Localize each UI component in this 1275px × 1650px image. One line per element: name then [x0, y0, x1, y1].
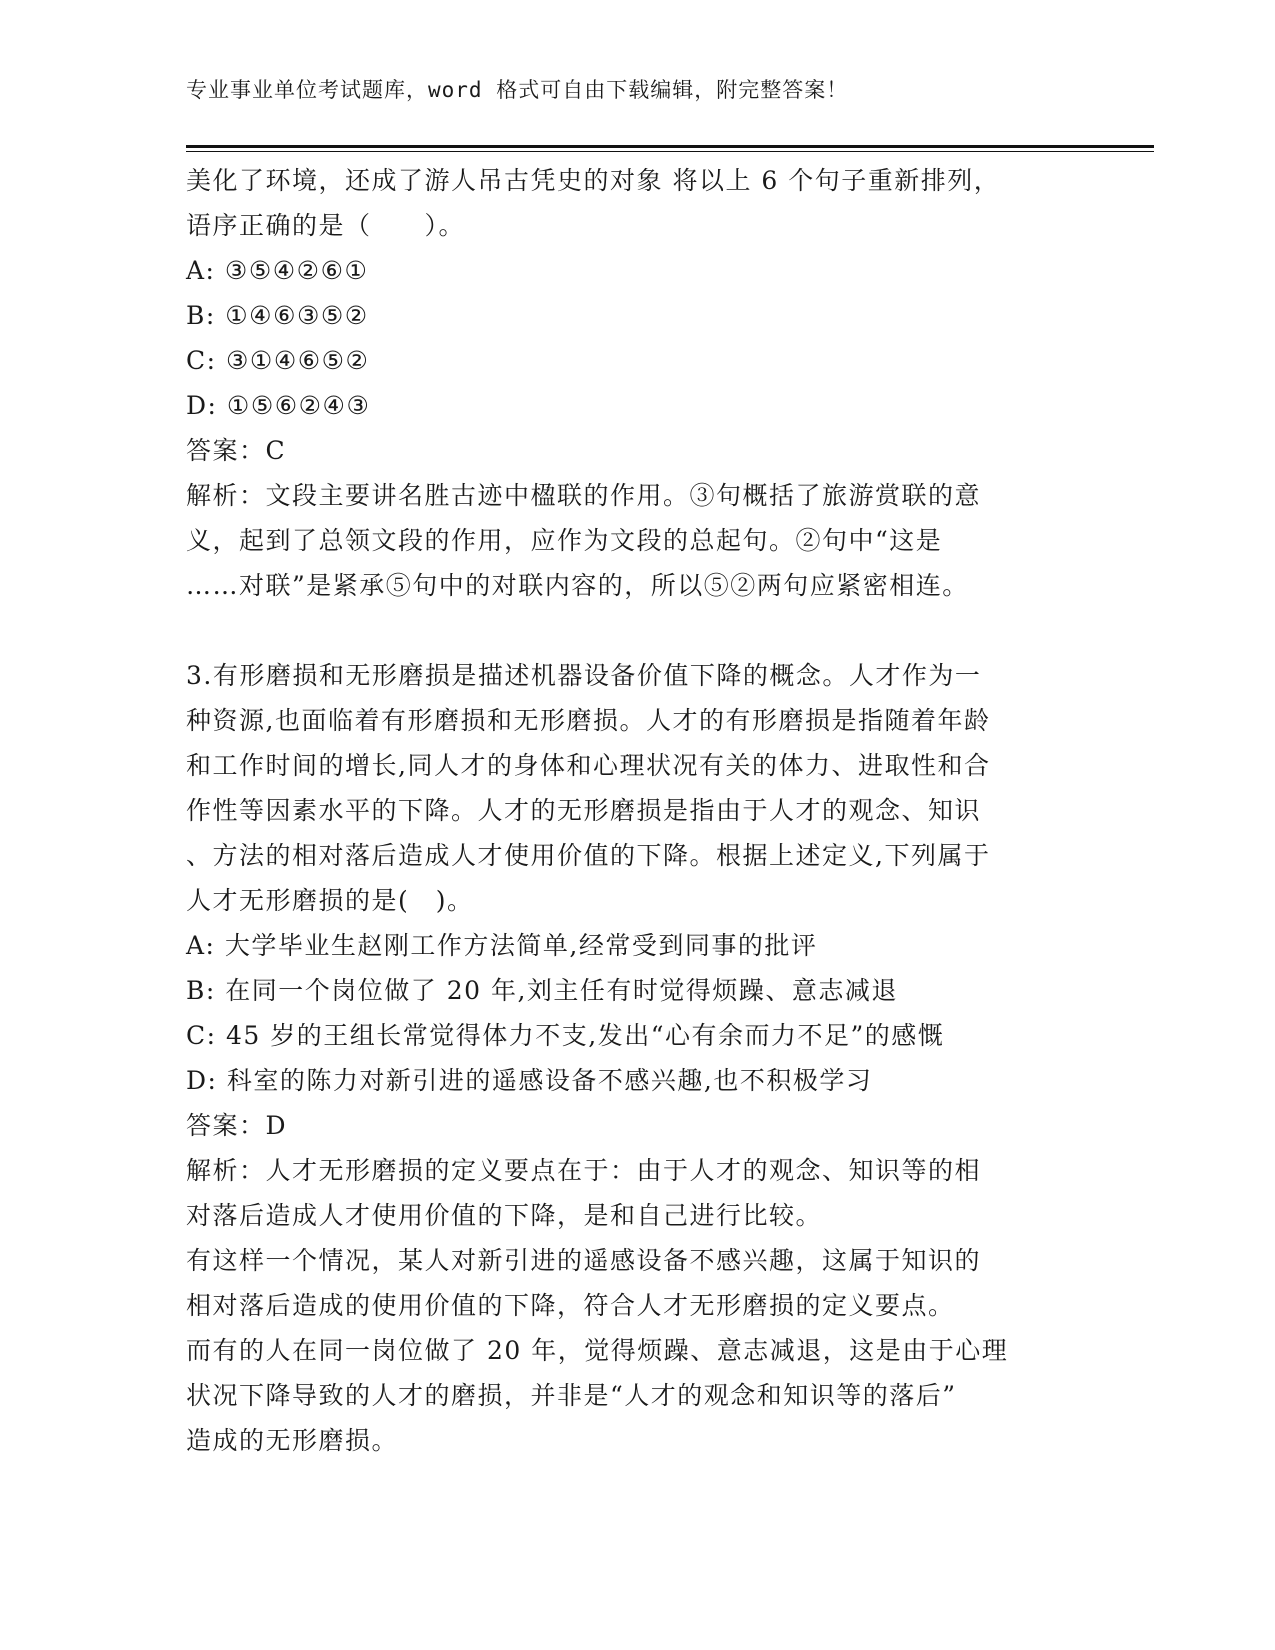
analysis-line: 造成的无形磨损。: [186, 1426, 399, 1455]
analysis-line: 对落后造成人才使用价值的下降，是和自己进行比较。: [186, 1201, 823, 1230]
answer-line: [186, 1103, 1086, 1148]
option-c: C: 45 岁的王组长常觉得体力不支,发出“心有余而力不足”的感慨: [186, 1021, 945, 1050]
question-stem-line: 、方法的相对落后造成人才使用价值的下降。根据上述定义,下列属于: [186, 841, 991, 870]
analysis-line: 有这样一个情况，某人对新引进的遥感设备不感兴趣，这属于知识的: [186, 1246, 982, 1275]
analysis-text: 文段主要讲名胜古迹中楹联的作用。③句概括了旅游赏联的意: [265, 481, 982, 510]
question-stem-line: 和工作时间的增长,同人才的身体和心理状况有关的体力、进取性和合: [186, 751, 991, 780]
option-a: A: 大学毕业生赵刚工作方法简单,经常受到同事的批评: [186, 931, 818, 960]
question-stem-line: 作性等因素水平的下降。人才的无形磨损是指由于人才的观念、知识: [186, 796, 982, 825]
analysis-line: [186, 1148, 1086, 1193]
analysis-label: 解析：: [186, 1156, 266, 1185]
question-stem-line: 美化了环境，还成了游人吊古凭史的对象 将以上 6 个句子重新排列，: [186, 166, 1001, 195]
question-stem-line: 语序正确的是（ ）。: [186, 211, 466, 240]
question-stem-line: 人才无形磨损的是( )。: [186, 886, 474, 915]
analysis-line: 而有的人在同一岗位做了 20 年，觉得烦躁、意志减退，这是由于心理: [186, 1336, 1009, 1365]
option-b: B: 在同一个岗位做了 20 年,刘主任有时觉得烦躁、意志减退: [186, 976, 898, 1005]
question-stem-line: 种资源,也面临着有形磨损和无形磨损。人才的有形磨损是指随着年龄: [186, 706, 991, 735]
analysis-line: 相对落后造成的使用价值的下降，符合人才无形磨损的定义要点。: [186, 1291, 955, 1320]
answer-value: C: [265, 436, 287, 465]
option-d: D: ①⑤⑥②④③: [186, 391, 371, 420]
question-3: [186, 653, 1086, 1463]
answer-value: D: [265, 1111, 288, 1140]
page-header: 专业事业单位考试题库，word 格式可自由下载编辑，附完整答案！: [186, 78, 849, 102]
answer-label: 答案：: [186, 436, 266, 465]
analysis-line: 状况下降导致的人才的磨损，并非是“人才的观念和知识等的落后”: [186, 1381, 957, 1410]
option-c: C: ③①④⑥⑤②: [186, 346, 370, 375]
question-stem-line: 3.有形磨损和无形磨损是描述机器设备价值下降的概念。人才作为一: [186, 661, 982, 690]
analysis-label: 解析：: [186, 481, 266, 510]
answer-label: 答案：: [186, 1111, 266, 1140]
header-rule-thin: [186, 151, 1154, 152]
document-body: [186, 158, 1086, 1463]
analysis-text: 人才无形磨损的定义要点在于：由于人才的观念、知识等的相: [265, 1156, 982, 1185]
question-2: [186, 158, 1086, 608]
analysis-line: [186, 473, 1086, 518]
section-gap: [186, 608, 1086, 653]
option-d: D: 科室的陈力对新引进的遥感设备不感兴趣,也不积极学习: [186, 1066, 873, 1095]
option-a: A: ③⑤④②⑥①: [186, 256, 369, 285]
analysis-line: 义，起到了总领文段的作用，应作为文段的总起句。②句中“这是: [186, 526, 943, 555]
header-rule-thick: [186, 145, 1154, 148]
answer-line: [186, 428, 1086, 473]
analysis-line: ……对联”是紧承⑤句中的对联内容的，所以⑤②两句应紧密相连。: [186, 571, 969, 600]
option-b: B: ①④⑥③⑤②: [186, 301, 369, 330]
